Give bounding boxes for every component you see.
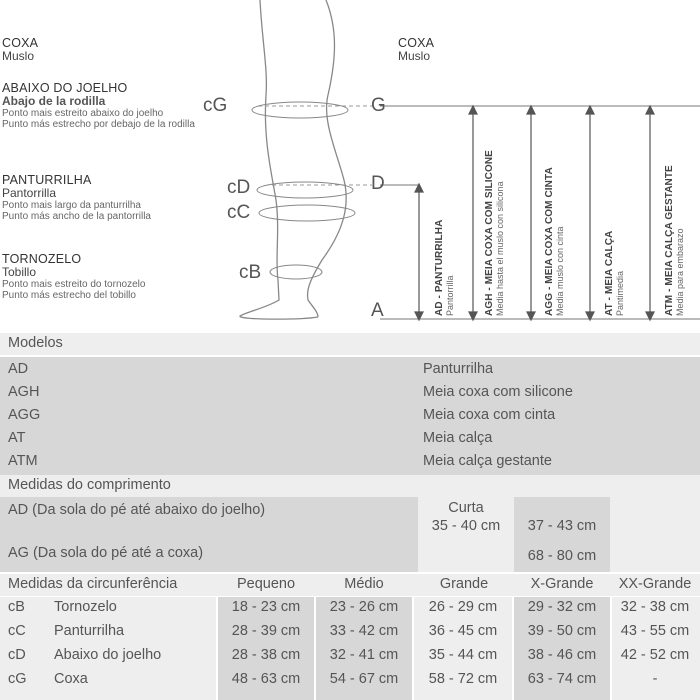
vlabel-agg — [544, 167, 565, 316]
coxa-title: COXA — [2, 36, 39, 50]
size-header: Grande — [439, 576, 489, 592]
circ-value: 39 - 50 cm — [527, 623, 597, 639]
panturrilha-es: Punto más ancho de la pantorrilla — [2, 211, 151, 222]
coxa-right-title: COXA — [398, 36, 435, 50]
circ-value: 28 - 39 cm — [231, 623, 301, 639]
marker-G: G — [371, 95, 386, 116]
vlabel-at-main: AT - MEIA CALÇA — [604, 230, 615, 316]
abaixo-pt: Ponto mais estreito abaixo do joelho — [2, 108, 164, 119]
tornozelo-es: Punto más estrecho del tobillo — [2, 290, 136, 301]
circ-name: Panturrilha — [54, 623, 125, 639]
circ-code: cC — [8, 623, 26, 639]
circ-value: 23 - 26 cm — [329, 599, 399, 615]
circ-code: cB — [8, 599, 25, 615]
circ-value: 32 - 41 cm — [329, 647, 399, 663]
vlabel-agh — [484, 150, 505, 316]
vlabel-agg-sub: Media muslo con cinta — [555, 226, 565, 316]
marker-cB: cB — [239, 262, 262, 283]
size-header: XX-Grande — [618, 576, 692, 592]
circ-value: 63 - 74 cm — [527, 671, 597, 687]
vlabel-ad — [434, 220, 455, 316]
comprimento-curta-header: Curta — [448, 500, 484, 516]
comprimento-header: Medidas do comprimento — [8, 477, 171, 493]
modelos-header: Modelos — [8, 335, 63, 351]
panturrilha-sub: Pantorrilla — [2, 186, 57, 200]
label-abaixo-joelho — [2, 82, 195, 130]
circ-code: cD — [8, 647, 26, 663]
panturrilha-pt: Ponto mais largo da panturrilha — [2, 200, 141, 211]
size-header: Pequeno — [236, 576, 296, 592]
comprimento-ag-normal: 68 - 80 cm — [527, 548, 597, 564]
label-coxa-right — [398, 37, 434, 63]
circ-value: 48 - 63 cm — [231, 671, 301, 687]
leg-outline-front — [308, 0, 347, 317]
abaixo-sub: Abajo de la rodilla — [2, 94, 106, 108]
circ-value: - — [652, 671, 658, 687]
vlabel-agh-sub: Media hasta el muslo con silicona — [495, 181, 505, 316]
modelo-name: Meia coxa com cinta — [423, 407, 556, 423]
comprimento-header-bar — [0, 475, 700, 497]
circ-value: 33 - 42 cm — [329, 623, 399, 639]
circ-value: 26 - 29 cm — [428, 599, 498, 615]
comprimento-ag-label: AG (Da sola do pé até a coxa) — [8, 545, 204, 561]
circ-value: 32 - 38 cm — [620, 599, 690, 615]
comprimento-ad-normal: 37 - 43 cm — [527, 518, 597, 534]
marker-D: D — [371, 173, 385, 194]
modelo-name: Meia calça — [423, 430, 493, 446]
marker-cD: cD — [227, 177, 251, 198]
marker-cG: cG — [203, 95, 228, 116]
comprimento-curta-col — [418, 497, 514, 572]
size-header: X-Grande — [530, 576, 594, 592]
modelo-name: Panturrilha — [423, 361, 494, 377]
modelo-name: Meia coxa com silicone — [423, 384, 573, 400]
modelo-code: AD — [8, 361, 29, 377]
comprimento-ad-label: AD (Da sola do pé até abaixo do joelho) — [8, 502, 266, 518]
label-coxa — [2, 37, 38, 63]
circ-header: Medidas da circunferência — [8, 576, 178, 592]
circ-value: 54 - 67 cm — [329, 671, 399, 687]
abaixo-title: ABAIXO DO JOELHO — [2, 81, 128, 95]
abaixo-es: Punto más estrecho por debajo de la rodilla — [2, 119, 195, 130]
circ-value: 28 - 38 cm — [231, 647, 301, 663]
circ-header-bar — [0, 574, 700, 596]
circ-value: 35 - 44 cm — [428, 647, 498, 663]
size-header: Médio — [344, 576, 384, 592]
marker-A: A — [371, 300, 384, 321]
circ-code: cG — [8, 671, 27, 687]
circ-body — [0, 597, 700, 700]
vlabel-ad-main: AD - PANTURRILHA — [434, 219, 445, 316]
circ-value: 18 - 23 cm — [231, 599, 301, 615]
panturrilha-title: PANTURRILHA — [2, 173, 92, 187]
modelo-name: Meia calça gestante — [423, 453, 552, 469]
circ-value: 36 - 45 cm — [428, 623, 498, 639]
vlabel-atm — [664, 165, 685, 316]
circ-value: 29 - 32 cm — [527, 599, 597, 615]
vlabel-atm-sub: Media para embarazo — [675, 228, 685, 316]
coxa-right-sub: Muslo — [398, 49, 431, 63]
comprimento-label-col — [0, 497, 418, 572]
coxa-sub: Muslo — [2, 49, 35, 63]
modelo-code: AGH — [8, 384, 40, 400]
vlabel-at — [604, 231, 625, 316]
tornozelo-title: TORNOZELO — [2, 252, 82, 266]
vlabel-ad-sub: Pantorrilla — [445, 275, 455, 316]
circ-name: Coxa — [54, 671, 88, 687]
tornozelo-sub: Tobillo — [2, 265, 37, 279]
circ-name: Tornozelo — [54, 599, 117, 615]
label-panturrilha — [2, 174, 151, 222]
circ-value: 38 - 46 cm — [527, 647, 597, 663]
circ-value: 42 - 52 cm — [620, 647, 690, 663]
marker-cC: cC — [227, 202, 251, 223]
circ-value: 43 - 55 cm — [620, 623, 690, 639]
vlabel-agg-main: AGG - MEIA COXA COM CINTA — [544, 167, 555, 316]
modelo-code: AGG — [8, 407, 41, 423]
vlabel-atm-main: ATM - MEIA CALÇA GESTANTE — [664, 165, 675, 316]
circ-value: 58 - 72 cm — [428, 671, 498, 687]
modelo-code: AT — [8, 430, 26, 446]
comprimento-normal-col — [514, 497, 610, 572]
modelo-code: ATM — [8, 453, 38, 469]
modelos-body — [0, 357, 700, 475]
label-tornozelo — [2, 253, 145, 301]
comprimento-ad-curta: 35 - 40 cm — [431, 518, 501, 534]
circ-name: Abaixo do joelho — [54, 647, 162, 663]
comprimento-empty-col — [610, 497, 700, 572]
vlabel-at-sub: Pantimedia — [615, 270, 625, 316]
modelos-header-bar — [0, 333, 700, 355]
tornozelo-pt: Ponto mais estreito do tornozelo — [2, 279, 146, 290]
vlabel-agh-main: AGH - MEIA COXA COM SILICONE — [484, 150, 495, 316]
